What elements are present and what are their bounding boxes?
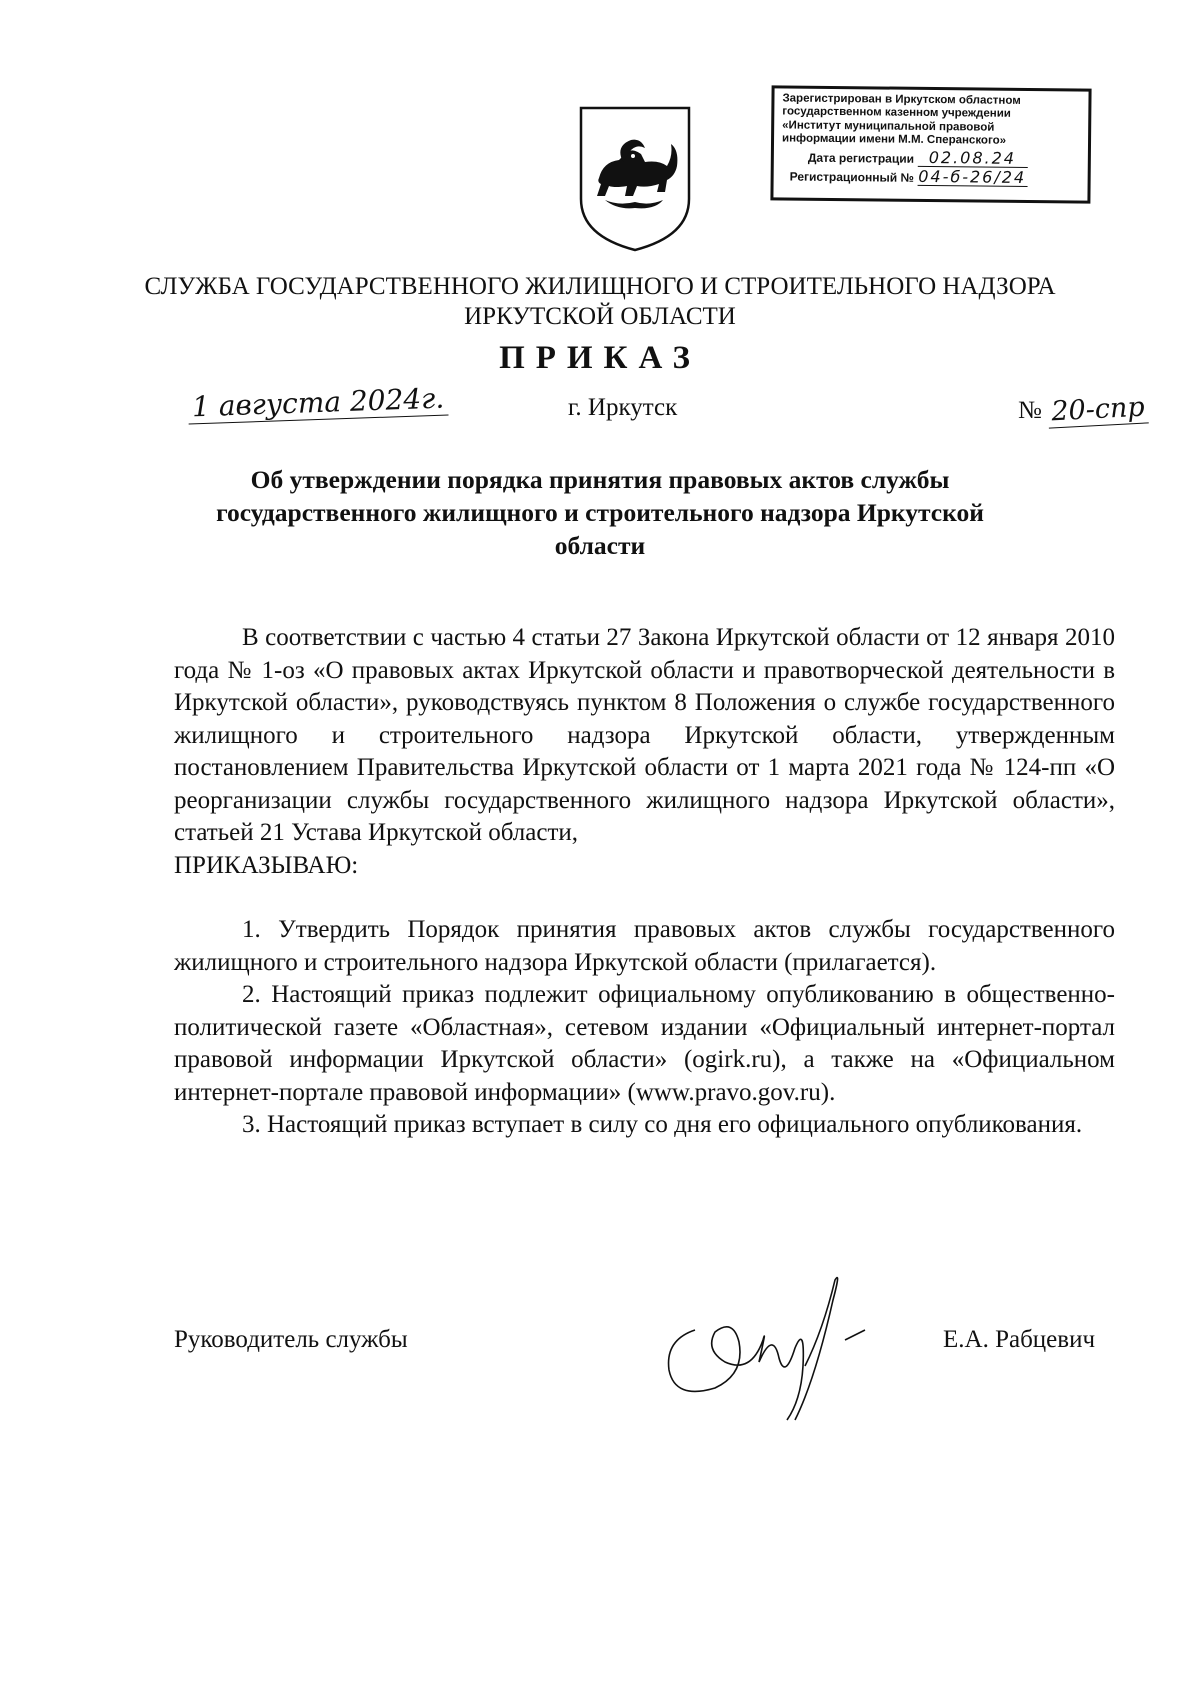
signer-name: Е.А. Рабцевич — [943, 1326, 1096, 1353]
stamp-line: государственном казенном учреждении — [782, 105, 1011, 121]
stamp-date-value: 02.08.24 — [917, 149, 1027, 167]
subject-line: государственного жилищного и строительного надзора Иркутской — [216, 498, 984, 527]
stamp-reg-row — [782, 167, 1081, 187]
stamp-date-label: Дата регистрации — [807, 150, 915, 166]
handwritten-signature — [655, 1270, 935, 1430]
stamp-reg-label: Регистрационный № — [789, 169, 914, 185]
number-label: № — [1018, 397, 1042, 424]
document-type: ПРИКАЗ — [499, 340, 701, 376]
subject-line: Об утверждении порядка принятия правовых актов службы — [250, 465, 950, 494]
agency-line: ИРКУТСКОЙ ОБЛАСТИ — [464, 303, 736, 330]
stamp-line: информации имени М.М. Сперанского» — [781, 132, 1007, 148]
stamp-line: Зарегистрирован в Иркутском областном — [782, 92, 1021, 107]
document-number — [1018, 391, 1148, 428]
order-item: 3. Настоящий приказ вступает в силу со дня его официального опубликования. — [242, 1111, 1083, 1138]
stamp-reg-value: 04-б-26/24 — [918, 166, 1027, 187]
registration-stamp — [770, 85, 1091, 203]
subject-line: области — [554, 531, 646, 560]
document-subject — [150, 463, 1050, 562]
order-word: ПРИКАЗЫВАЮ: — [174, 851, 359, 879]
stamp-line: «Институт муниципальной правовой — [782, 119, 995, 134]
signer-position: Руководитель службы — [174, 1326, 408, 1353]
date-line — [170, 381, 1146, 442]
coat-of-arms-icon — [575, 104, 695, 254]
handwritten-date: 1 августа 2024г. — [187, 381, 448, 424]
handwritten-number: 20-спр — [1047, 391, 1149, 428]
agency-name — [120, 272, 1080, 332]
document-body — [174, 622, 1115, 1142]
city: г. Иркутск — [568, 394, 678, 421]
stamp-date-row — [782, 148, 1081, 168]
agency-line: СЛУЖБА ГОСУДАРСТВЕННОГО ЖИЛИЩНОГО И СТРОИТЕЛЬНОГО НАДЗОРА — [144, 273, 1056, 300]
preamble-paragraph: В соответствии с частью 4 статьи 27 Закона Иркутской области от 12 января 2010 года № 1-оз «О правовых актах Иркутской области и правотворческой деятельности в Иркутской области», руководствуясь пунктом 8 Положения о службе государственного жилищного и строительного надзора Иркутской области, утвержденным постановлением Правительства Иркутской области от 1 марта 2021 года № 124-пп «О реорганизации службы государственного жилищного надзора Иркутской области», статьей 21 Устава Иркутской области, — [174, 624, 1115, 846]
order-item: 1. Утвердить Порядок принятия правовых актов службы государственного жилищного и строительного надзора Иркутской области (прилагается). — [174, 916, 1115, 976]
order-item: 2. Настоящий приказ подлежит официальному опубликованию в общественно-политической газете «Областная», сетевом издании «Официальный интернет-портал правовой информации Иркутской области» (ogirk.ru), а также на «Официальном интернет-портале правовой информации» (www.pravo.gov.ru). — [174, 981, 1115, 1106]
